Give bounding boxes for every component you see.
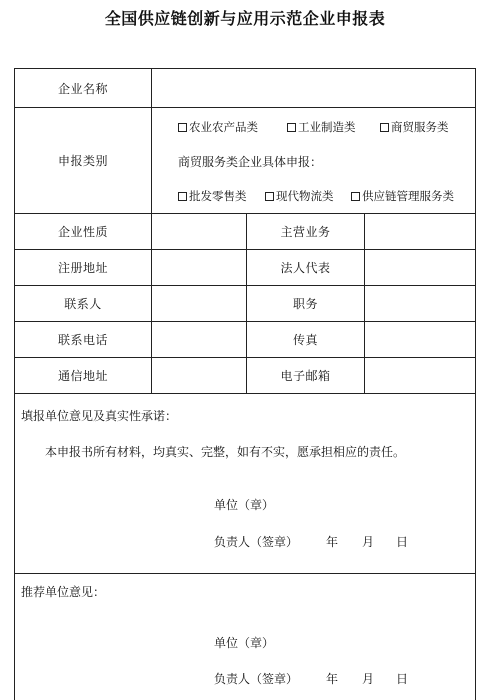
contact-field[interactable] (152, 285, 246, 321)
email-label: 电子邮箱 (280, 368, 331, 383)
position-label: 职务 (292, 296, 318, 311)
phone-label: 联系电话 (57, 332, 108, 347)
checkbox-icon[interactable] (178, 123, 187, 132)
applicant-responsible: 负责人（签章） (214, 535, 299, 549)
option-agriculture[interactable]: 农业农产品类 (178, 119, 258, 135)
nature-label: 企业性质 (57, 224, 108, 239)
category-label: 申报类别 (57, 153, 108, 168)
option-industrial[interactable]: 工业制造类 (287, 119, 356, 135)
form-title: 全国供应链创新与应用示范企业申报表 (104, 9, 386, 28)
fax-field[interactable] (365, 321, 476, 357)
company-name-label: 企业名称 (57, 81, 108, 96)
applicant-statement: 本申报书所有材料，均真实、完整，如有不实，愿承担相应的责任。 (45, 445, 406, 459)
row-divider (15, 393, 475, 394)
recommender-month: 月 (362, 672, 375, 686)
commerce-subtitle: 商贸服务类企业具体申报： (178, 155, 323, 169)
recommender-heading: 推荐单位意见： (21, 585, 106, 599)
recommender-year: 年 (326, 672, 339, 686)
option-commerce[interactable]: 商贸服务类 (380, 119, 449, 135)
applicant-month: 月 (362, 535, 375, 549)
main-business-field[interactable] (365, 213, 476, 249)
option-logistics[interactable]: 现代物流类 (265, 188, 334, 204)
mail-address-label: 通信地址 (57, 368, 108, 383)
checkbox-icon[interactable] (178, 192, 187, 201)
legal-rep-label: 法人代表 (280, 260, 331, 275)
contact-label: 联系人 (64, 296, 102, 311)
reg-address-label: 注册地址 (57, 260, 108, 275)
recommender-responsible: 负责人（签章） (214, 672, 299, 686)
recommender-unit-seal: 单位（章） (214, 636, 275, 650)
mail-address-field[interactable] (152, 357, 246, 393)
phone-field[interactable] (152, 321, 246, 357)
fax-label: 传真 (292, 332, 318, 347)
company-name-field[interactable] (152, 69, 476, 107)
option-wholesale-retail[interactable]: 批发零售类 (178, 188, 247, 204)
position-field[interactable] (365, 285, 476, 321)
legal-rep-field[interactable] (365, 249, 476, 285)
checkbox-icon[interactable] (265, 192, 274, 201)
applicant-day: 日 (396, 535, 409, 549)
application-form-table (14, 68, 476, 700)
option-supply-chain-service[interactable]: 供应链管理服务类 (351, 188, 454, 204)
nature-field[interactable] (152, 213, 246, 249)
main-business-label: 主营业务 (280, 224, 331, 239)
applicant-year: 年 (326, 535, 339, 549)
applicant-heading: 填报单位意见及真实性承诺： (21, 409, 178, 423)
reg-address-field[interactable] (152, 249, 246, 285)
applicant-unit-seal: 单位（章） (214, 498, 275, 512)
checkbox-icon[interactable] (287, 123, 296, 132)
row-divider (15, 573, 475, 574)
checkbox-icon[interactable] (380, 123, 389, 132)
checkbox-icon[interactable] (351, 192, 360, 201)
recommender-day: 日 (396, 672, 409, 686)
email-field[interactable] (365, 357, 476, 393)
